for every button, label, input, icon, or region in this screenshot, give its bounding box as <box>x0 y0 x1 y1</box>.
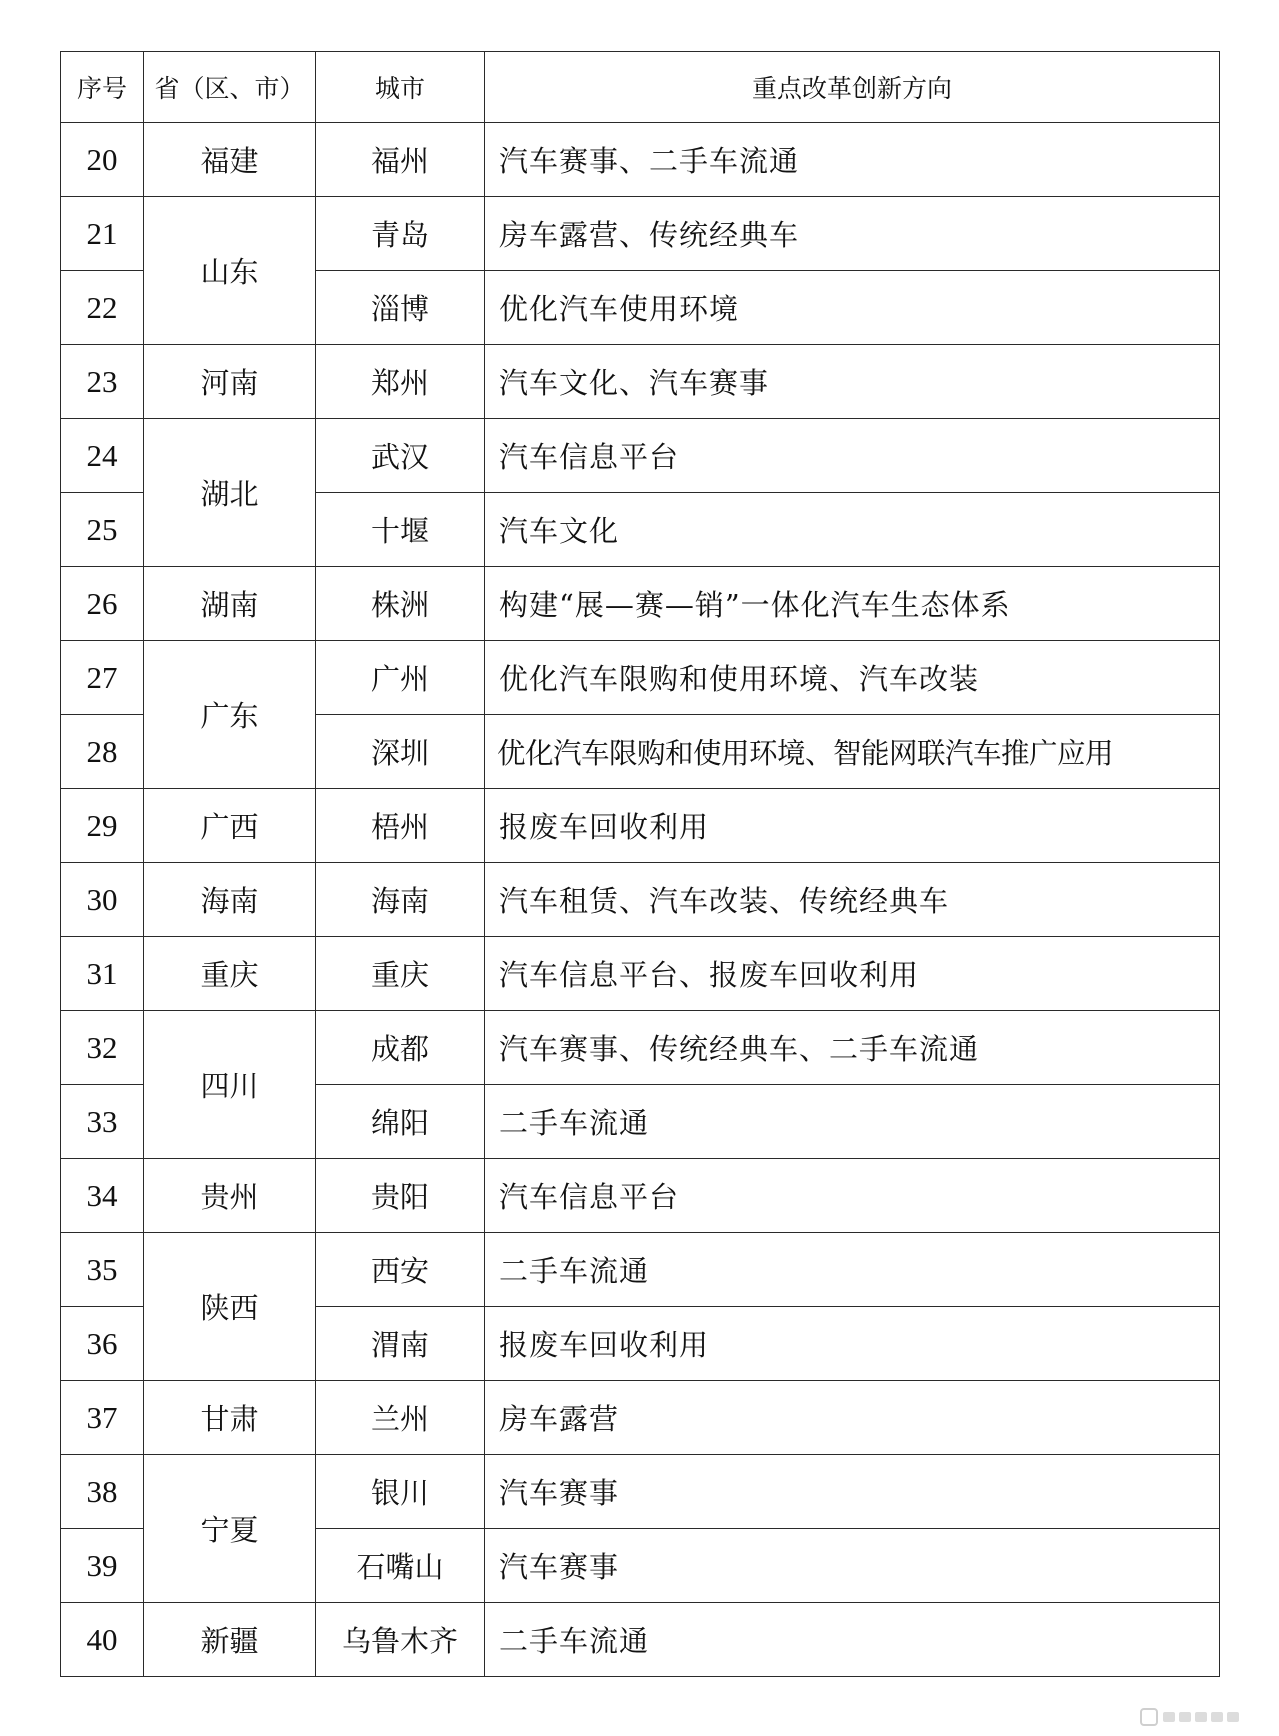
seq-cell: 33 <box>61 1085 144 1159</box>
province-cell: 甘肃 <box>144 1381 316 1455</box>
province-cell: 新疆 <box>144 1603 316 1677</box>
direction-cell: 汽车信息平台 <box>485 1159 1220 1233</box>
header-direction: 重点改革创新方向 <box>485 52 1220 123</box>
table-row <box>61 197 1220 271</box>
province-cell: 陕西 <box>144 1233 316 1381</box>
direction-cell: 汽车信息平台 <box>485 419 1220 493</box>
city-cell: 淄博 <box>316 271 485 345</box>
direction-cell: 汽车文化 <box>485 493 1220 567</box>
province-cell: 宁夏 <box>144 1455 316 1603</box>
city-cell: 十堰 <box>316 493 485 567</box>
city-cell: 成都 <box>316 1011 485 1085</box>
seq-cell: 34 <box>61 1159 144 1233</box>
direction-cell: 报废车回收利用 <box>485 1307 1220 1381</box>
direction-cell: 二手车流通 <box>485 1233 1220 1307</box>
table-row <box>61 641 1220 715</box>
direction-cell: 报废车回收利用 <box>485 789 1220 863</box>
direction-cell: 优化汽车限购和使用环境、智能网联汽车推广应用 <box>485 715 1220 789</box>
watermark-logo-icon <box>1139 1706 1249 1728</box>
city-cell: 广州 <box>316 641 485 715</box>
province-cell: 重庆 <box>144 937 316 1011</box>
table-row <box>61 123 1220 197</box>
seq-cell: 38 <box>61 1455 144 1529</box>
direction-cell: 构建“展—赛—销”一体化汽车生态体系 <box>485 567 1220 641</box>
city-cell: 福州 <box>316 123 485 197</box>
city-cell: 兰州 <box>316 1381 485 1455</box>
seq-cell: 40 <box>61 1603 144 1677</box>
table-row <box>61 1381 1220 1455</box>
seq-cell: 39 <box>61 1529 144 1603</box>
table-row <box>61 567 1220 641</box>
city-cell: 武汉 <box>316 419 485 493</box>
city-cell: 石嘴山 <box>316 1529 485 1603</box>
city-cell: 梧州 <box>316 789 485 863</box>
seq-cell: 25 <box>61 493 144 567</box>
city-cell: 银川 <box>316 1455 485 1529</box>
seq-cell: 36 <box>61 1307 144 1381</box>
seq-cell: 28 <box>61 715 144 789</box>
seq-cell: 23 <box>61 345 144 419</box>
province-cell: 贵州 <box>144 1159 316 1233</box>
province-city-table <box>60 51 1220 1677</box>
city-cell: 绵阳 <box>316 1085 485 1159</box>
city-cell: 重庆 <box>316 937 485 1011</box>
city-cell: 贵阳 <box>316 1159 485 1233</box>
seq-cell: 21 <box>61 197 144 271</box>
province-cell: 湖北 <box>144 419 316 567</box>
direction-cell: 汽车赛事 <box>485 1529 1220 1603</box>
table-row <box>61 863 1220 937</box>
direction-cell: 二手车流通 <box>485 1085 1220 1159</box>
seq-cell: 24 <box>61 419 144 493</box>
header-seq: 序号 <box>61 52 144 123</box>
direction-cell: 汽车信息平台、报废车回收利用 <box>485 937 1220 1011</box>
seq-cell: 27 <box>61 641 144 715</box>
direction-cell: 房车露营、传统经典车 <box>485 197 1220 271</box>
header-row <box>61 52 1220 123</box>
seq-cell: 20 <box>61 123 144 197</box>
city-cell: 株洲 <box>316 567 485 641</box>
seq-cell: 37 <box>61 1381 144 1455</box>
table-row <box>61 937 1220 1011</box>
header-province: 省（区、市） <box>144 52 316 123</box>
province-cell: 广西 <box>144 789 316 863</box>
city-cell: 乌鲁木齐 <box>316 1603 485 1677</box>
table-row <box>61 789 1220 863</box>
table-row <box>61 1455 1220 1529</box>
direction-cell: 汽车赛事、传统经典车、二手车流通 <box>485 1011 1220 1085</box>
direction-cell: 房车露营 <box>485 1381 1220 1455</box>
direction-cell: 汽车租赁、汽车改装、传统经典车 <box>485 863 1220 937</box>
direction-cell: 二手车流通 <box>485 1603 1220 1677</box>
seq-cell: 29 <box>61 789 144 863</box>
table-row <box>61 1603 1220 1677</box>
city-cell: 青岛 <box>316 197 485 271</box>
province-cell: 广东 <box>144 641 316 789</box>
header-city: 城市 <box>316 52 485 123</box>
seq-cell: 35 <box>61 1233 144 1307</box>
city-cell: 郑州 <box>316 345 485 419</box>
city-cell: 西安 <box>316 1233 485 1307</box>
province-cell: 海南 <box>144 863 316 937</box>
direction-cell: 汽车文化、汽车赛事 <box>485 345 1220 419</box>
city-cell: 深圳 <box>316 715 485 789</box>
city-cell: 渭南 <box>316 1307 485 1381</box>
province-cell: 湖南 <box>144 567 316 641</box>
seq-cell: 26 <box>61 567 144 641</box>
seq-cell: 22 <box>61 271 144 345</box>
table-row <box>61 1159 1220 1233</box>
direction-cell: 汽车赛事 <box>485 1455 1220 1529</box>
province-cell: 福建 <box>144 123 316 197</box>
table-row <box>61 1233 1220 1307</box>
seq-cell: 30 <box>61 863 144 937</box>
city-cell: 海南 <box>316 863 485 937</box>
direction-cell: 优化汽车使用环境 <box>485 271 1220 345</box>
province-cell: 河南 <box>144 345 316 419</box>
province-cell: 山东 <box>144 197 316 345</box>
province-cell: 四川 <box>144 1011 316 1159</box>
table-row <box>61 419 1220 493</box>
table-row <box>61 345 1220 419</box>
table-row <box>61 1011 1220 1085</box>
direction-cell: 优化汽车限购和使用环境、汽车改装 <box>485 641 1220 715</box>
seq-cell: 31 <box>61 937 144 1011</box>
direction-cell: 汽车赛事、二手车流通 <box>485 123 1220 197</box>
seq-cell: 32 <box>61 1011 144 1085</box>
